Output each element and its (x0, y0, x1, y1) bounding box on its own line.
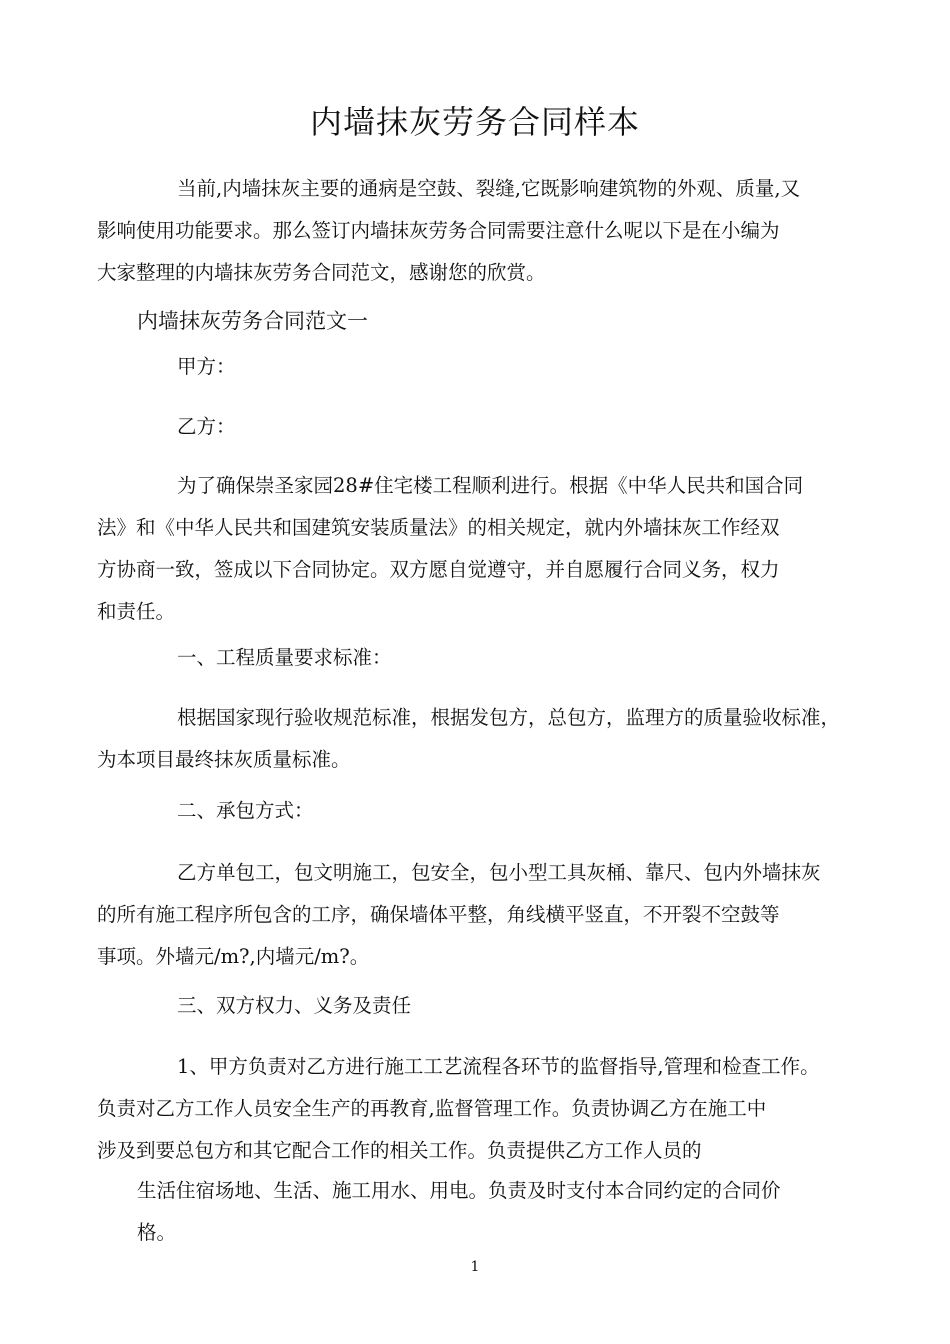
clause-3-item-1-tail: 生活住宿场地、生活、施工用水、用电。负责及时支付本合同约定的合同价格。 (137, 1179, 781, 1244)
clause-3-line: 1、甲方负责对乙方进行施工工艺流程各环节的监督指导,管理和检查工作。 (177, 1055, 820, 1078)
page-number: 1 (470, 1259, 480, 1275)
clause-2-line: 的所有施工程序所包含的工序，确保墙体平整，角线横平竖直，不开裂不空鼓等 (97, 903, 780, 926)
clause-3-heading: 三、双方权力、义务及责任 (177, 994, 412, 1017)
clause-3-item-1 (97, 1046, 820, 1172)
clause-1-heading: 一、工程质量要求标准： (177, 646, 392, 669)
party-a-label: 甲方： (177, 355, 236, 378)
intro-line: 当前,内墙抹灰主要的通病是空鼓、裂缝,它既影响建筑物的外观、质量,又 (177, 177, 801, 200)
clause-1-line: 根据国家现行验收规范标准，根据发包方，总包方，监理方的质量验收标准， (177, 706, 841, 729)
preamble-line: 为了确保崇圣家园28#住宅楼工程顺利进行。根据《中华人民共和国合同 (177, 474, 804, 497)
clause-2-heading: 二、承包方式： (177, 799, 314, 822)
preamble-paragraph (97, 465, 817, 633)
document-title: 内墙抹灰劳务合同样本 (309, 103, 640, 141)
party-b-label: 乙方： (177, 415, 236, 438)
preamble-line: 方协商一致，签成以下合同协定。双方愿自觉遵守，并自愿履行合同义务，权力 (97, 558, 780, 581)
clause-2-line: 事项。外墙元/m?,内墙元/m?。 (97, 945, 370, 968)
intro-line: 影响使用功能要求。那么签订内墙抹灰劳务合同需要注意什么呢以下是在小编为 (97, 219, 780, 242)
intro-line: 大家整理的内墙抹灰劳务合同范文，感谢您的欣赏。 (97, 261, 546, 284)
preamble-line: 和责任。 (97, 600, 176, 623)
intro-paragraph (97, 168, 817, 294)
preamble-line: 法》和《中华人民共和国建筑安装质量法》的相关规定，就内外墙抹灰工作经双 (97, 516, 780, 539)
clause-1-body (97, 697, 841, 781)
clause-3-line: 涉及到要总包方和其它配合工作的相关工作。负责提供乙方工作人员的 (97, 1139, 702, 1162)
clause-3-line: 负责对乙方工作人员安全生产的再教育,监督管理工作。负责协调乙方在施工中 (97, 1097, 767, 1120)
clause-1-line: 为本项目最终抹灰质量标准。 (97, 748, 351, 771)
clause-2-line: 乙方单包工，包文明施工，包安全，包小型工具灰桶、靠尺、包内外墙抹灰 (177, 861, 821, 884)
section-heading: 内墙抹灰劳务合同范文一 (137, 309, 368, 333)
clause-2-body (97, 852, 821, 978)
